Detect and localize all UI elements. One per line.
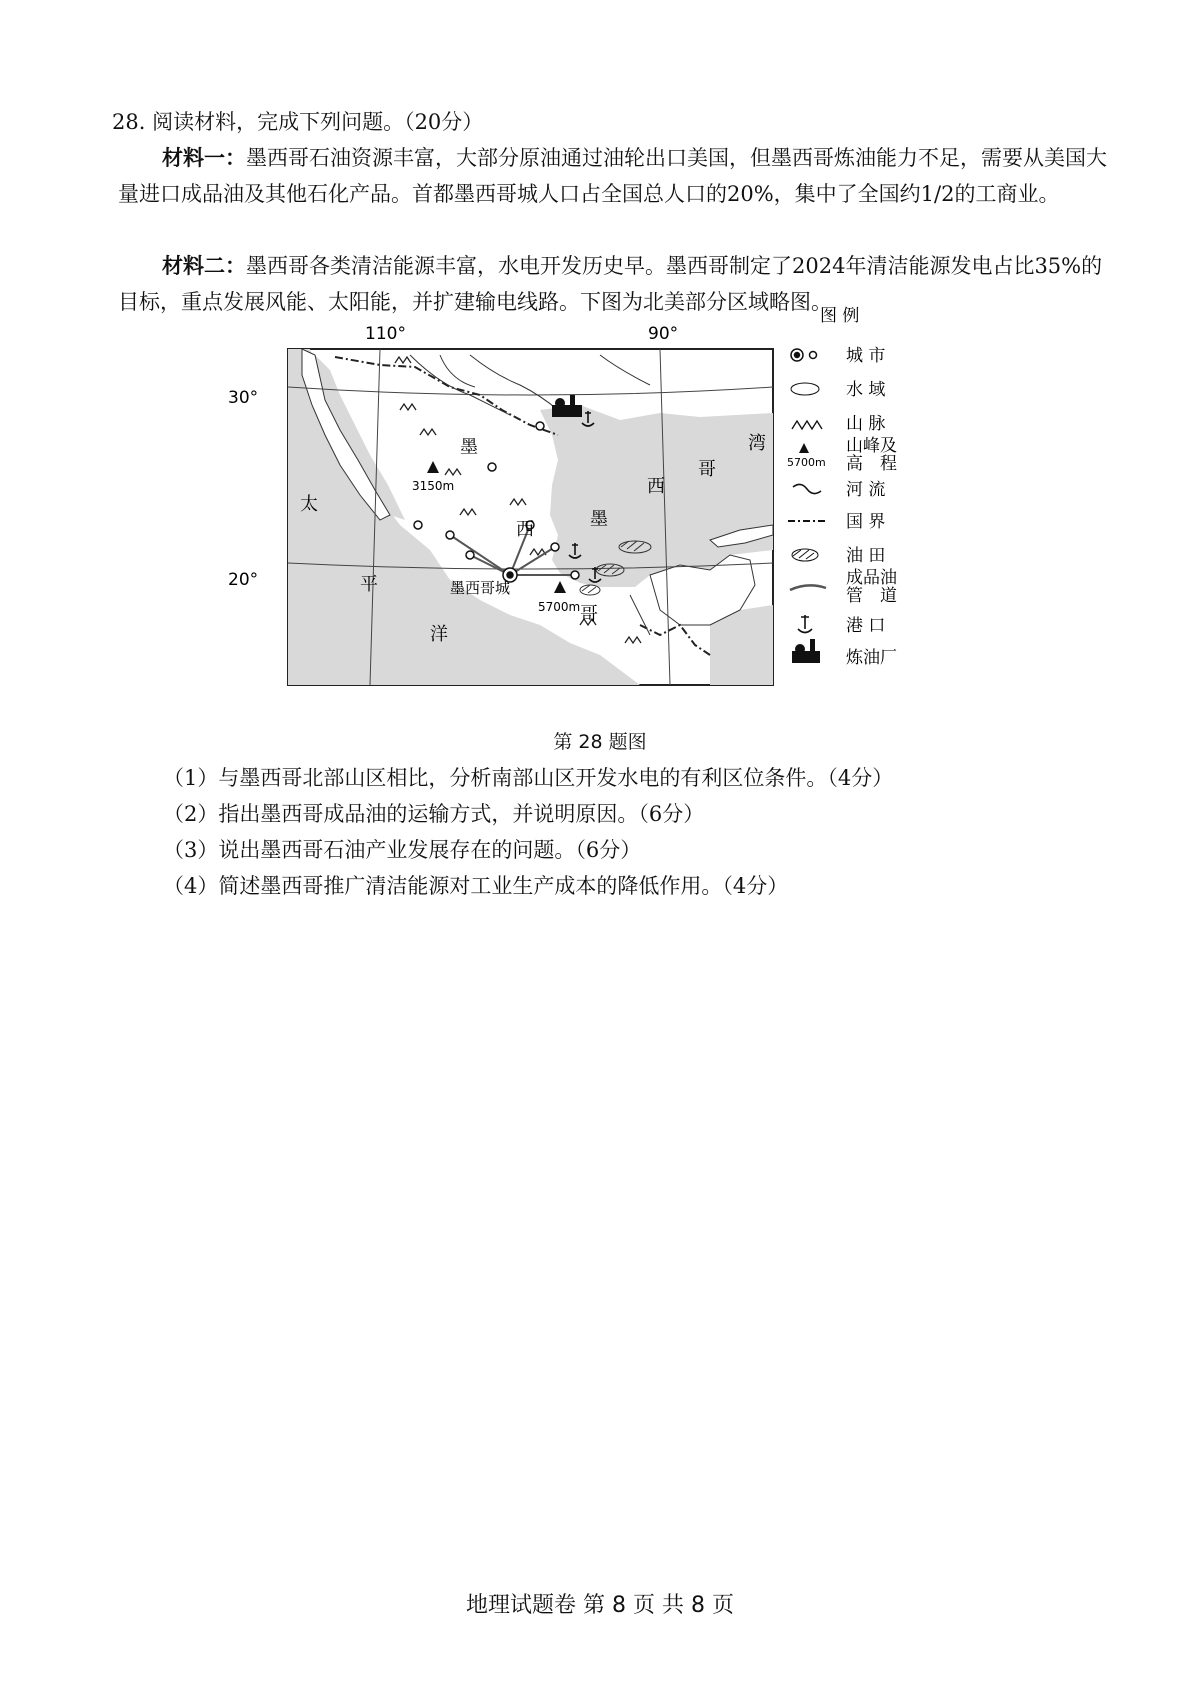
material-one-text: 墨西哥石油资源丰富，大部分原油通过油轮出口美国，但墨西哥炼油能力不足，需要从美国大量进口成品油及其他石化产品。首都墨西哥城人口占全国总人口的20%，集中了全国约1/2的工商业。 xyxy=(118,146,1107,206)
legend-peak-sample: 5700m xyxy=(787,456,826,469)
material-two-label: 材料二： xyxy=(162,253,246,278)
north-america-map xyxy=(228,306,960,710)
sub-question-3: （3）说出墨西哥石油产业发展存在的问题。（6分） xyxy=(163,838,642,862)
river-icon xyxy=(793,484,821,493)
label-mexico-2: 西 xyxy=(516,519,534,540)
legend-pipeline-2: 管 道 xyxy=(846,586,897,606)
label-gulf-2: 哥 xyxy=(698,459,716,480)
label-gulf-1: 湾 xyxy=(748,433,766,454)
label-pacific-3: 洋 xyxy=(430,624,448,645)
legend-title: 图 例 xyxy=(820,306,860,326)
pipeline-icon xyxy=(790,585,826,590)
label-ge: 哥 xyxy=(580,604,598,625)
legend-peak-2: 高 程 xyxy=(846,454,897,474)
label-gulf-4: 墨 xyxy=(590,509,608,530)
legend-port: 港 口 xyxy=(846,616,886,636)
refinery-icon xyxy=(792,639,820,663)
question-title: 28. 阅读材料，完成下列问题。（20分） xyxy=(112,110,484,134)
legend-oilfield: 油 田 xyxy=(846,546,886,566)
material-one-label: 材料一： xyxy=(162,145,246,170)
label-mexico-city: 墨西哥城 xyxy=(450,579,511,597)
map-frame xyxy=(288,349,773,685)
legend-water: 水 域 xyxy=(846,380,886,400)
legend-city: 城 市 xyxy=(846,346,886,366)
lon-label-110: 110° xyxy=(365,324,406,344)
page-footer: 地理试题卷 第 8 页 共 8 页 xyxy=(466,1593,734,1618)
mountain-icon xyxy=(792,421,822,429)
label-pacific-2: 平 xyxy=(360,574,378,595)
lon-label-90: 90° xyxy=(648,324,679,344)
legend-refinery: 炼油厂 xyxy=(846,648,897,668)
figure-caption: 第 28 题图 xyxy=(553,731,647,753)
water-icon xyxy=(791,383,819,395)
legend-border: 国 界 xyxy=(846,512,886,532)
legend-mountain: 山 脉 xyxy=(846,414,886,434)
material-one xyxy=(118,140,1118,212)
label-gulf-3: 西 xyxy=(647,476,665,497)
legend-pipeline-1: 成品油 xyxy=(846,568,897,588)
legend-peak-1: 山峰及 xyxy=(846,436,897,456)
oilfield-icon xyxy=(792,549,818,561)
sub-question-1: （1）与墨西哥北部山区相比，分析南部山区开发水电的有利区位条件。（4分） xyxy=(163,766,894,790)
legend-river: 河 流 xyxy=(846,480,886,500)
city-icon xyxy=(791,349,817,361)
sub-question-2: （2）指出墨西哥成品油的运输方式，并说明原因。（6分） xyxy=(163,802,705,826)
map-legend xyxy=(787,306,897,668)
peak-icon xyxy=(799,443,809,453)
label-pacific-1: 太 xyxy=(300,494,318,515)
material-two-text: 墨西哥各类清洁能源丰富，水电开发历史早。墨西哥制定了2024年清洁能源发电占比35%的目标，重点发展风能、太阳能，并扩建输电线路。下图为北美部分区域略图。 xyxy=(118,254,1103,314)
label-mexico-1: 墨 xyxy=(460,437,478,458)
peak-elev-3150: 3150m xyxy=(412,479,455,493)
lat-label-30: 30° xyxy=(228,388,259,408)
sub-question-4: （4）简述墨西哥推广清洁能源对工业生产成本的降低作用。（4分） xyxy=(163,874,789,898)
peak-elev-5700: 5700m xyxy=(538,600,581,614)
lat-label-20: 20° xyxy=(228,570,259,590)
port-icon xyxy=(798,615,812,633)
material-two xyxy=(118,248,1118,320)
